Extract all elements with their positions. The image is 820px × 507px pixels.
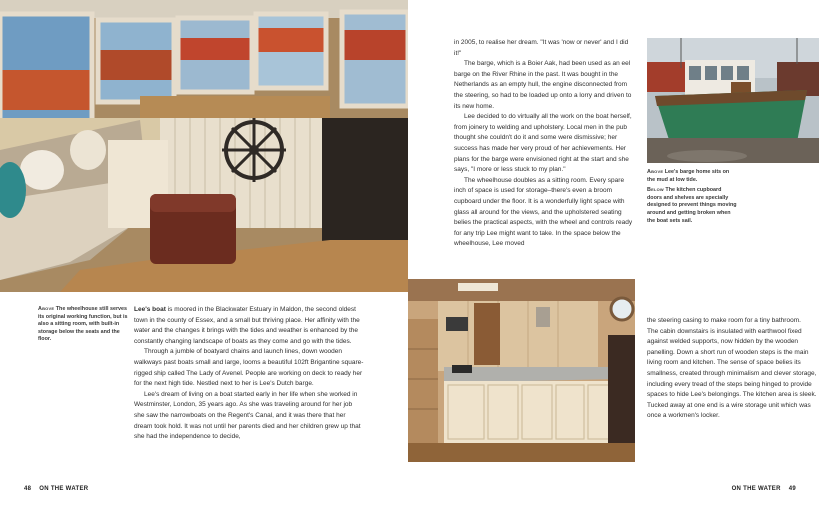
caption-text: The kitchen cupboard doors and shelves are specially designed to prevent things moving around and getting broken when the boat sets sail. <box>647 187 737 224</box>
article-column-right-top <box>454 38 637 250</box>
barge-photo <box>647 38 819 163</box>
wheelhouse-caption <box>38 306 128 344</box>
caption-lead: Below <box>647 187 664 194</box>
folio-right <box>732 486 796 492</box>
barge-caption <box>647 169 737 225</box>
article-paragraph: Lee decided to do virtually all the work on the boat herself, from joinery to welding and upholstery. Local men in the pub thought she couldn't do it and some were dismissive; her success has made her very proud of her achievements. Her plans for the barge were envisioned right at the start and she says, "I more or less stuck to my plan." <box>454 113 632 174</box>
article-paragraph <box>134 305 364 347</box>
article-paragraph: in 2005, to realise her dream. "It was 'now or never' and I did it!" <box>454 39 629 57</box>
caption-text: The wheelhouse still serves its original working function, but is also a sitting room, with built-in storage below the seats and the floor. <box>38 306 128 343</box>
caption-text: Lee's barge home sits on the mud at low tide. <box>647 169 730 183</box>
page-number: 49 <box>788 486 796 492</box>
article-paragraph: the steering casing to make room for a tiny bathroom. <box>647 317 801 324</box>
article-paragraph: Lee's dream of living on a boat started early in her life when she worked in Westminster, London, 35 years ago. As she was traveling around for her job she saw the narrowboats on the Regent's Canal, and it was there that her dream took hold. It was not until her parents died and her children grew up that she had the independence to decide, <box>134 390 361 441</box>
article-column-right-bottom <box>647 316 819 422</box>
article-paragraph: The cabin downstairs is insulated with earthwool fixed against welded supports, now hidden by the wooden panelling. Down a short run of wooden steps is the main living room and kitchen. The sense of space belies its smallness, created through minimalism and clever storage, including every tread of the steps being hinged to provide spaces to hide Lee's belongings. The kitchen area is sleek. Tucked away at one end is a wire storage unit which was once a workmen's locker. <box>647 327 817 420</box>
caption-lead: Above <box>647 169 664 175</box>
article-column-left <box>134 305 364 443</box>
kitchen-photo <box>408 279 635 462</box>
caption-lead: Above <box>38 306 55 312</box>
article-paragraph: Through a jumble of boatyard chains and launch lines, down wooden walkways past boats small and large, looms a beautiful 102ft Brigantine square-rigged ship called The Lady of Avenel. People are working on deck to ready her for the next high tide. Nestled next to her is Lee's Dutch barge. <box>134 348 364 388</box>
section-name: ON THE WATER <box>731 486 781 492</box>
article-paragraph: The barge, which is a Boier Aak, had been used as an eel barge on the River Rhine in the past. It was bought in the Netherlands as an empty hull, the engine disconnected from the steering, so had to be loaded up onto a lorry and driven to its new home. <box>454 60 632 110</box>
article-text: is moored in the Blackwater Estuary in Maldon, the second oldest town in the county of Essex, and a small but thriving place. Her affinity with the water and the changes it brings with the tides and weather is enhanced by the constantly changing landscape of boats as they come and go with the tides. <box>134 306 360 345</box>
wheelhouse-photo <box>0 0 408 292</box>
article-paragraph: The wheelhouse doubles as a sitting room. Every spare inch of space is used for storage–there's even a broom cupboard under the floor. It is a wonderfully light space with glass all around for the views, and the upholstered seating belies the practical aspects, with the wheel and controls ready for any trip Lee might want to take. In the space below the wheelhouse, Lee moved <box>454 176 633 248</box>
section-name: ON THE WATER <box>39 486 89 492</box>
folio-left <box>24 486 88 492</box>
article-lead-name: Lee's boat <box>134 306 166 313</box>
page-number: 48 <box>24 486 32 492</box>
